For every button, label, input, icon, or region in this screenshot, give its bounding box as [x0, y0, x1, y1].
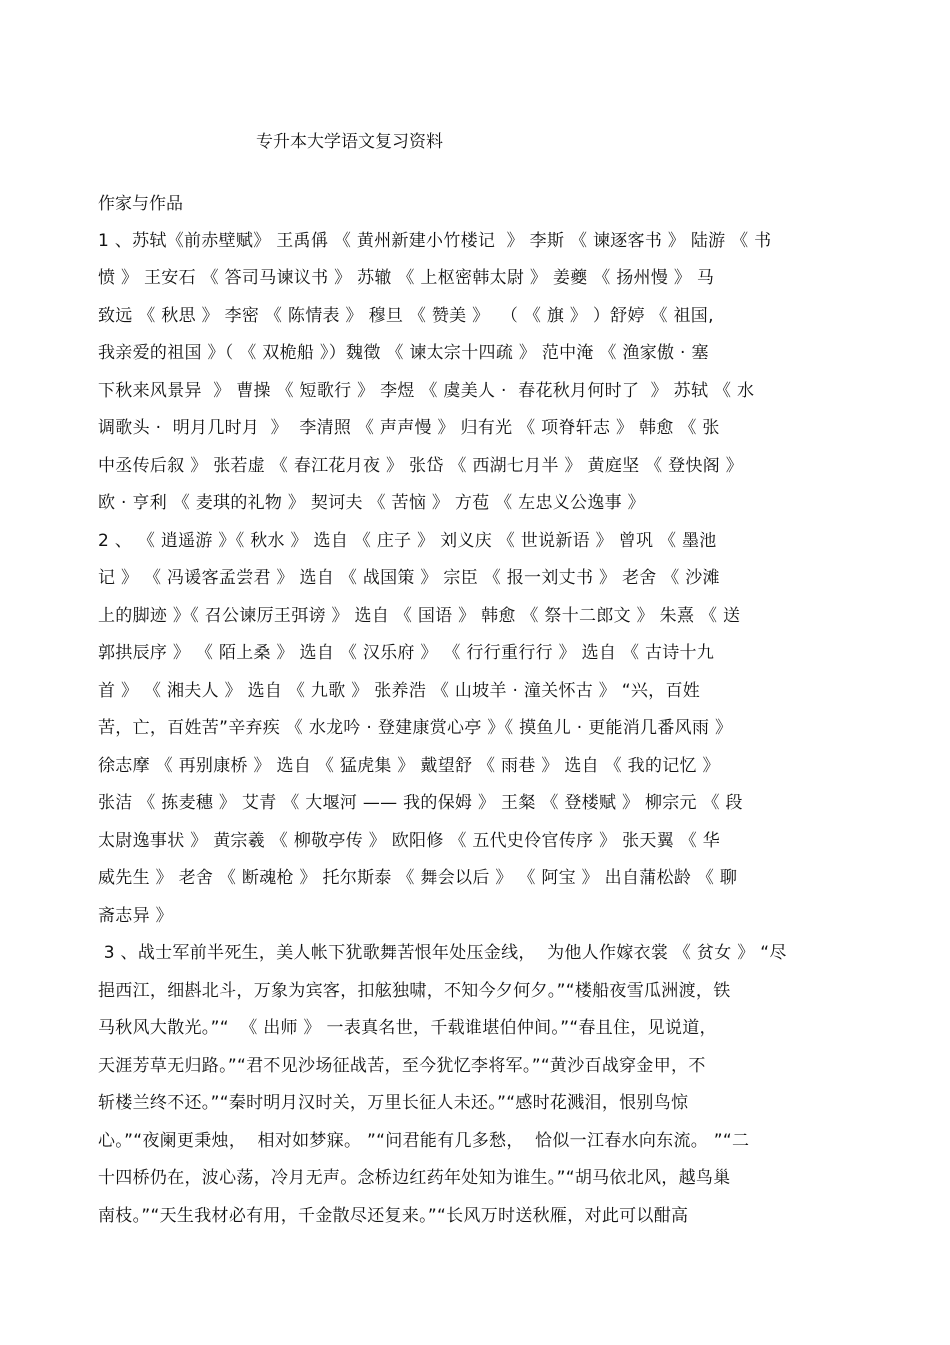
text-line: 致远 《 秋思 》 李密 《 陈情表 》 穆旦 《 赞美 》 （ 《 旗 》 ）舒婷 《 祖国, [98, 306, 714, 326]
text-line: 斩楼兰终不还。”“秦时明月汉时关，万里长征人未还。”“感时花溅泪，恨别鸟惊 [98, 1093, 689, 1113]
text-line: 记 》 《 冯谖客孟尝君 》 选自 《 战国策 》 宗臣 《 报一刘丈书 》 老舍 《 沙滩 [98, 568, 720, 588]
text-line: 徐志摩 《 再别康桥 》 选自 《 猛虎集 》 戴望舒 《 雨巷 》 选自 《 我的记忆 》 [98, 756, 720, 776]
text-line: 郭拱辰序 》 《 陌上桑 》 选自 《 汉乐府 》 《 行行重行行 》 选自 《 古诗十九 [98, 643, 715, 663]
text-line: 下秋来风景异 》 曹操 《 短歌行 》 李煜 《 虞美人 · 春花秋月何时了 》 苏轼 《 水 [98, 381, 755, 401]
text-line: 太尉逸事状 》 黄宗羲 《 柳敬亭传 》 欧阳修 《 五代史伶官传序 》 张天翼 《 华 [98, 831, 721, 851]
text-line: 张洁 《 拣麦穗 》 艾青 《 大堰河 —— 我的保姆 》 王粲 《 登楼赋 》 柳宗元 《 段 [98, 793, 743, 813]
text-line: 斋志异 》 [98, 906, 173, 926]
document-title: 专升本大学语文复习资料 [256, 132, 443, 152]
text-line: 南枝。”“天生我材必有用，千金散尽还复来。”“长风万时送秋雁，对此可以酣高 [98, 1206, 689, 1226]
text-line: 愤 》 王安石 《 答司马谏议书 》 苏辙 《 上枢密韩太尉 》 姜夔 《 扬州慢 》 马 [98, 268, 715, 288]
text-line: 马秋风大散光。”“ 《 出师 》 一表真名世，千载谁堪伯仲间。”“春且住，见说道， [98, 1018, 717, 1038]
section-heading: 作家与作品 [98, 194, 183, 214]
text-line: 心。”“夜阑更秉烛， 相对如梦寐。 ”“问君能有几多愁， 恰似一江春水向东流。 ”“二 [98, 1131, 750, 1151]
text-line: 调歌头 · 明月几时月 》 李清照 《 声声慢 》 归有光 《 项脊轩志 》 韩愈 《 张 [98, 418, 720, 438]
text-line: 上的脚迹 》《 召公谏厉王弭谤 》 选自 《 国语 》 韩愈 《 祭十二郎文 》 朱熹 《 送 [98, 606, 741, 626]
text-line: 首 》 《 湘夫人 》 选自 《 九歌 》 张养浩 《 山坡羊 · 潼关怀古 》 “兴，百姓 [98, 681, 701, 701]
text-line: 欧 · 亨利 《 麦琪的礼物 》 契诃夫 《 苦恼 》 方苞 《 左忠义公逸事 》 [98, 493, 645, 513]
text-line: 3 、战士军前半死生，美人帐下犹歌舞苦恨年处压金线， 为他人作嫁衣裳 《 贫女 》 “尽 [98, 943, 787, 963]
text-line: 天涯芳草无归路。”“君不见沙场征战苦，至今犹忆李将军。”“黄沙百战穿金甲，不 [98, 1056, 706, 1076]
text-line: 我亲爱的祖国 》（ 《 双桅船 》）魏徵 《 谏太宗十四疏 》 范中淹 《 渔家傲 · 塞 [98, 343, 709, 363]
text-line: 中丞传后叙 》 张若虚 《 春江花月夜 》 张岱 《 西湖七月半 》 黄庭坚 《 登快阁 》 [98, 456, 744, 476]
text-line: 苦，亡，百姓苦”辛弃疾 《 水龙吟 · 登建康赏心亭 》《 摸鱼儿 · 更能消几番风雨 》 [98, 718, 733, 738]
text-line: 挹西江，细斟北斗，万象为宾客，扣舷独啸，不知今夕何夕。”“楼船夜雪瓜洲渡，铁 [98, 981, 731, 1001]
text-line: 十四桥仍在，波心荡，冷月无声。念桥边红药年处知为谁生。”“胡马依北风，越鸟巢 [98, 1168, 731, 1188]
text-line: 2 、 《 逍遥游 》《 秋水 》 选自 《 庄子 》 刘义庆 《 世说新语 》 曾巩 《 墨池 [98, 531, 717, 551]
text-line: 威先生 》 老舍 《 断魂枪 》 托尔斯泰 《 舞会以后 》 《 阿宝 》 出自蒲松龄 《 聊 [98, 868, 738, 888]
text-line: 1 、苏轼《前赤壁赋》 王禹偁 《 黄州新建小竹楼记 》 李斯 《 谏逐客书 》 陆游 《 书 [98, 231, 772, 251]
